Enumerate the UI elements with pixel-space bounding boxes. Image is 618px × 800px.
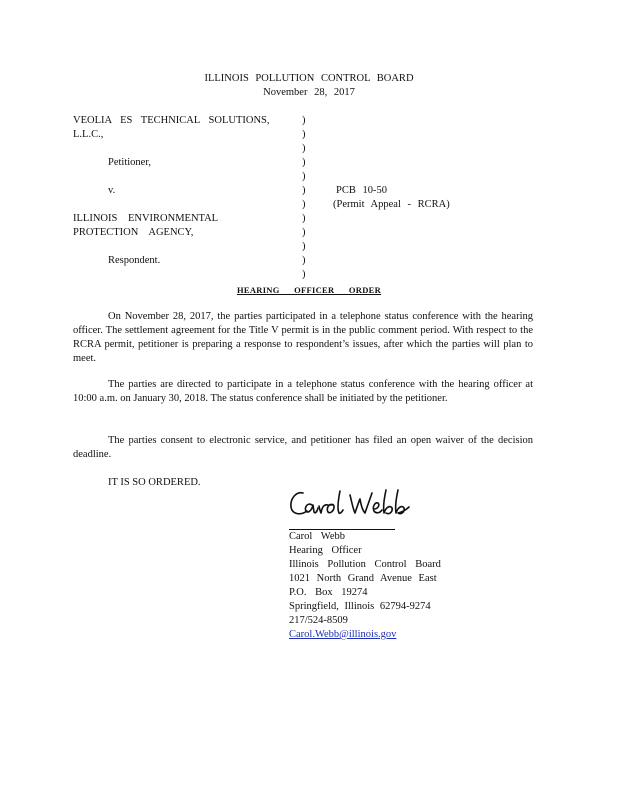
handwritten-signature	[288, 487, 413, 523]
order-title-text: HEARING OFFICER ORDER	[236, 285, 382, 295]
paren: )	[302, 269, 306, 280]
address-line1: 1021 North Grand Avenue East	[289, 573, 437, 584]
respondent-name-line1: ILLINOIS ENVIRONMENTAL	[73, 213, 219, 224]
petitioner-name-line1: VEOLIA ES TECHNICAL SOLUTIONS,	[73, 115, 270, 126]
paragraph-3: The parties consent to electronic service, and petitioner has filed an open waiver of the decision deadline.	[73, 435, 533, 460]
signer-name: Carol Webb	[289, 531, 345, 542]
paren: )	[302, 227, 306, 238]
petitioner-role: Petitioner,	[108, 157, 152, 168]
signer-organization: Illinois Pollution Control Board	[289, 559, 441, 570]
paren: )	[302, 213, 306, 224]
paren: )	[302, 171, 306, 182]
docket-number: PCB 10-50	[336, 185, 387, 196]
phone-number: 217/524-8509	[289, 615, 348, 626]
paren: )	[302, 255, 306, 266]
paragraph-1: On November 28, 2017, the parties participated in a telephone status conference with the hearing officer. The settlement agreement for the Title V permit is in the public comment period. With respect to the RCRA permit, petitioner is preparing a response to respondent’s issues, after which the parties will plan to meet.	[73, 311, 533, 364]
paren: )	[302, 185, 306, 196]
order-date: November 28, 2017	[263, 87, 355, 98]
signer-title: Hearing Officer	[289, 545, 362, 556]
respondent-role: Respondent.	[108, 255, 161, 266]
order-title	[0, 283, 618, 297]
address-line2: P.O. Box 19274	[289, 587, 368, 598]
respondent-name-line2: PROTECTION AGENCY,	[73, 227, 194, 238]
versus: v.	[108, 185, 116, 196]
paren: )	[302, 241, 306, 252]
paren: )	[302, 129, 306, 140]
paren: )	[302, 157, 306, 168]
caption-parentheses	[302, 114, 312, 282]
signature-block	[289, 530, 489, 642]
petitioner-name-line2: L.L.C.,	[73, 129, 104, 140]
paragraph-2: The parties are directed to participate in a telephone status conference with the hearing officer at 10:00 a.m. on January 30, 2018. The status conference shall be initiated by the petitioner.	[73, 379, 533, 404]
agency-heading: ILLINOIS POLLUTION CONTROL BOARD	[204, 73, 414, 84]
city-state-zip: Springfield, Illinois 62794-9274	[289, 601, 431, 612]
docket-type: (Permit Appeal - RCRA)	[333, 199, 450, 210]
closing-statement: IT IS SO ORDERED.	[108, 477, 201, 488]
paren: )	[302, 115, 306, 126]
email-link[interactable]: Carol.Webb@illinois.gov	[289, 629, 397, 640]
paren: )	[302, 143, 306, 154]
paren: )	[302, 199, 306, 210]
